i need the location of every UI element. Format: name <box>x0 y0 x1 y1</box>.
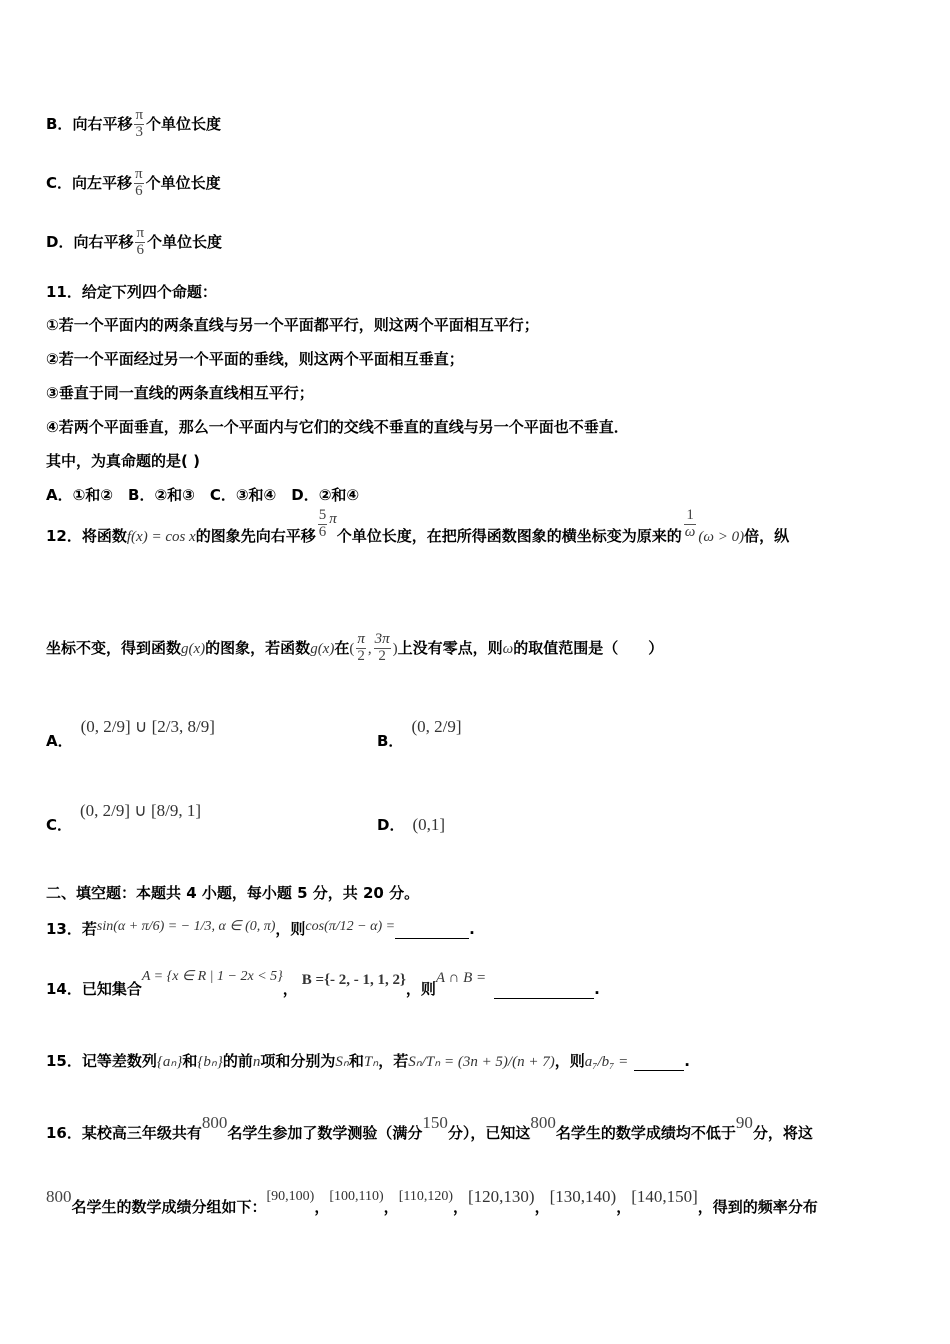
q10-option-b: B．向右平移 $\frac{\pi}{3}$ 个单位长度 <box>46 107 222 140</box>
q16-line1: 16．某校高三年级共有800名学生参加了数学测验（满分150分），已知这800名学生的数学成绩均不低于90分，将这 <box>46 1113 813 1142</box>
q11-stem: 11．给定下列四个命题： <box>46 283 217 301</box>
answer-blank[interactable] <box>395 924 469 939</box>
q13: 13．若sin(α + π/6) = − 1/3, α ∈ (0, π)，则cos(π/12 − α) = . <box>46 919 475 938</box>
q11-proposition-4: ④若两个平面垂直，那么一个平面内与它们的交线不垂直的直线与另一个平面也不垂直． <box>46 418 629 436</box>
q12-option-a: A．(0, 2/9] ∪ [2/3, 8/9] <box>46 717 215 750</box>
section-2-heading: 二、填空题：本题共 4 小题，每小题 5 分，共 20 分。 <box>46 884 420 902</box>
answer-blank[interactable] <box>494 984 594 999</box>
q14: 14．已知集合A = {x ∈ R | 1 − 2x < 5}， B ={- 2, - 1, 1, 2}，则A ∩ B =. <box>46 969 600 998</box>
fraction: $\frac{\pi}{6}$ <box>135 166 143 199</box>
q12-option-c: C．(0, 2/9] ∪ [8/9, 1] <box>46 801 202 834</box>
q12-option-d: D． (0,1] <box>377 815 446 834</box>
q12-stem-line2: 坐标不变，得到函数g(x)的图象，若函数g(x)在( $\frac{\pi}{2}$ , $\frac{3\pi}{2}$ )上没有零点，则ω的取值范围是（ ） <box>46 631 664 664</box>
fraction: $\frac{\pi}{6}$ <box>136 225 145 258</box>
interval-right: $\frac{3\pi}{2}$ <box>374 631 390 664</box>
q15: 15．记等差数列{aₙ}和{bₙ}的前n项和分别为Sₙ和Tₙ，若Sₙ/Tₙ = (3n + 5)/(n + 7)，则a₇/b₇ = . <box>46 1052 690 1070</box>
q11-proposition-2: ②若一个平面经过另一个平面的垂线，则这两个平面相互垂直； <box>46 350 464 368</box>
q11-options: A．①和② B．②和③ C．③和④ D．②和④ <box>46 486 360 504</box>
interval-left: $\frac{\pi}{2}$ <box>357 631 365 664</box>
scale-fraction: $\frac{1}{\omega}$ <box>684 507 696 540</box>
q10-option-d: D．向右平移 $\frac{\pi}{6}$ 个单位长度 <box>46 225 223 258</box>
q10-option-c: C．向左平移 $\frac{\pi}{6}$ 个单位长度 <box>46 166 221 199</box>
function-f: f(x) = cos x <box>126 528 196 545</box>
q11-proposition-1: ①若一个平面内的两条直线与另一个平面都平行，则这两个平面相互平行； <box>46 316 539 334</box>
q12-option-b: B．(0, 2/9] <box>377 717 462 750</box>
q11-question: 其中，为真命题的是( ) <box>46 452 200 470</box>
fraction: $\frac{\pi}{3}$ <box>135 107 144 140</box>
q12-stem-line1: 12．将函数f(x) = cos x的图象先向右平移 $\frac{5}{6}$ π个单位长度，在把所得函数图象的横坐标变为原来的 $\frac{1}{\omega}$ (ω > 0)倍，纵 <box>46 507 790 545</box>
answer-blank[interactable] <box>634 1056 684 1071</box>
q16-line2: 800名学生的数学成绩分组如下：[90,100)，[100,110)，[110,120)，[120,130)，[130,140)，[140,150]，得到的频率分布 <box>46 1187 818 1216</box>
shift-fraction: $\frac{5}{6}$ <box>318 507 327 540</box>
q11-proposition-3: ③垂直于同一直线的两条直线相互平行； <box>46 384 314 402</box>
